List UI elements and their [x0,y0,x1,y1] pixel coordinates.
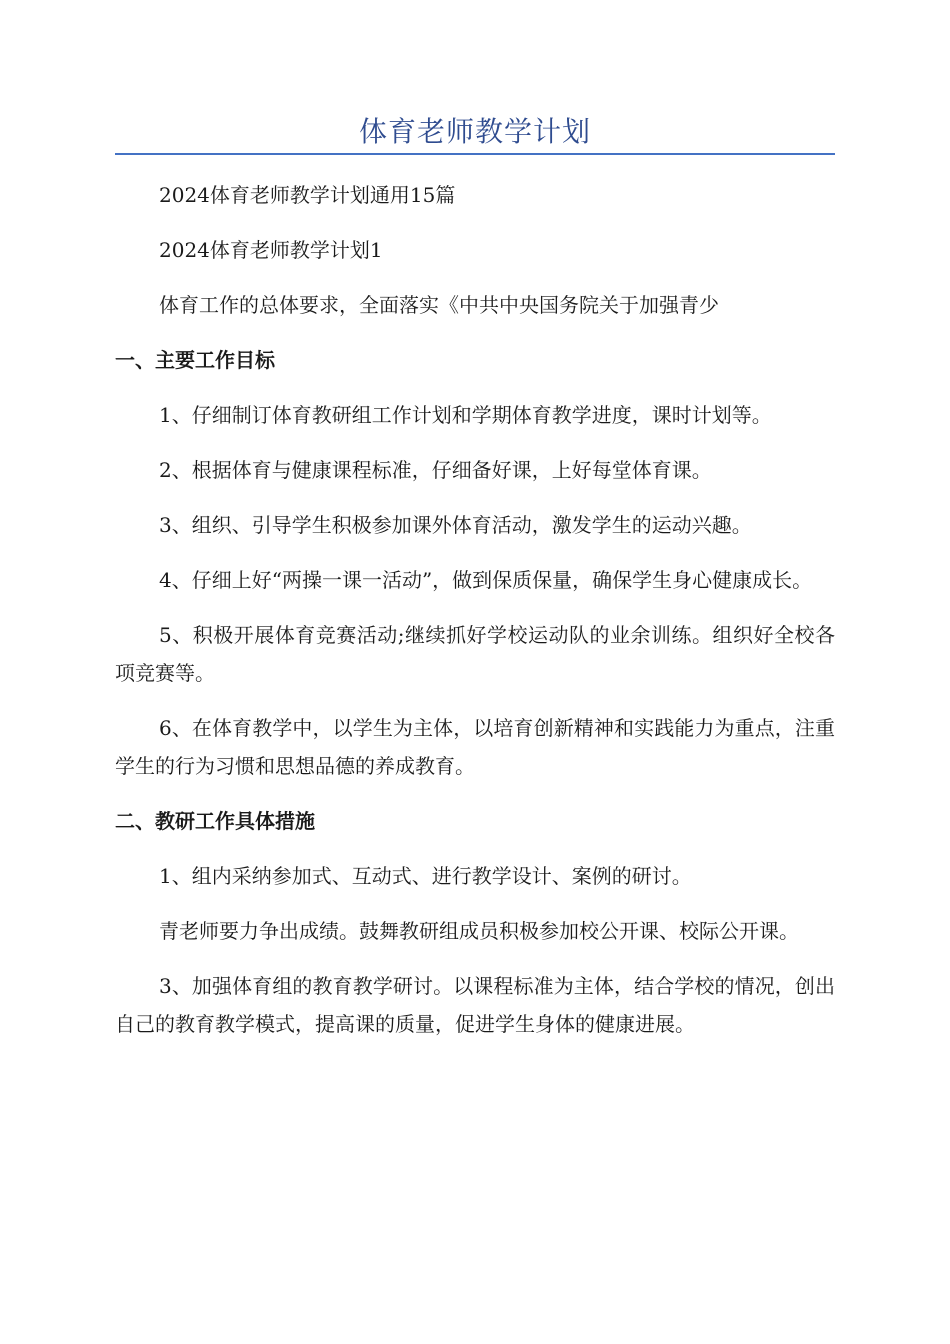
document-title: 体育老师教学计划 [358,115,591,148]
section-heading-goals: 一、主要工作目标 [115,348,275,372]
paragraph-goal-3: 3、组织、引导学生积极参加课外体育活动，激发学生的运动兴趣。 [159,513,752,537]
paragraph-measure-3: 3、加强体育组的教育教学研讨。以课程标准为主体，结合学校的情况，创出自己的教育教学模式，提高课的质量，促进学生身体的健康进展。 [115,974,835,1036]
paragraph-goal-4: 4、仔细上好“两操一课一活动”，做到保质保量，确保学生身心健康成长。 [159,568,813,592]
paragraph-goal-5: 5、积极开展体育竞赛活动;继续抓好学校运动队的业余训练。组织好全校各项竞赛等。 [115,623,835,685]
paragraph-subtitle: 2024体育老师教学计划通用15篇 [159,183,456,207]
paragraph-goal-1: 1、仔细制订体育教研组工作计划和学期体育教学进度，课时计划等。 [159,403,772,427]
paragraph-goal-2: 2、根据体育与健康课程标准，仔细备好课，上好每堂体育课。 [159,458,712,482]
document-body [115,176,835,1060]
title-underline [115,153,835,155]
paragraph-plan-heading: 2024体育老师教学计划1 [159,238,383,262]
section-heading-measures: 二、教研工作具体措施 [115,809,315,833]
paragraph-measure-1: 1、组内采纳参加式、互动式、进行教学设计、案例的研讨。 [159,864,692,888]
paragraph-goal-6: 6、在体育教学中，以学生为主体，以培育创新精神和实践能力为重点，注重学生的行为习惯和思想品德的养成教育。 [115,716,835,778]
paragraph-intro: 体育工作的总体要求，全面落实《中共中央国务院关于加强青少 [159,293,719,317]
paragraph-measure-2: 青老师要力争出成绩。鼓舞教研组成员积极参加校公开课、校际公开课。 [159,919,799,943]
